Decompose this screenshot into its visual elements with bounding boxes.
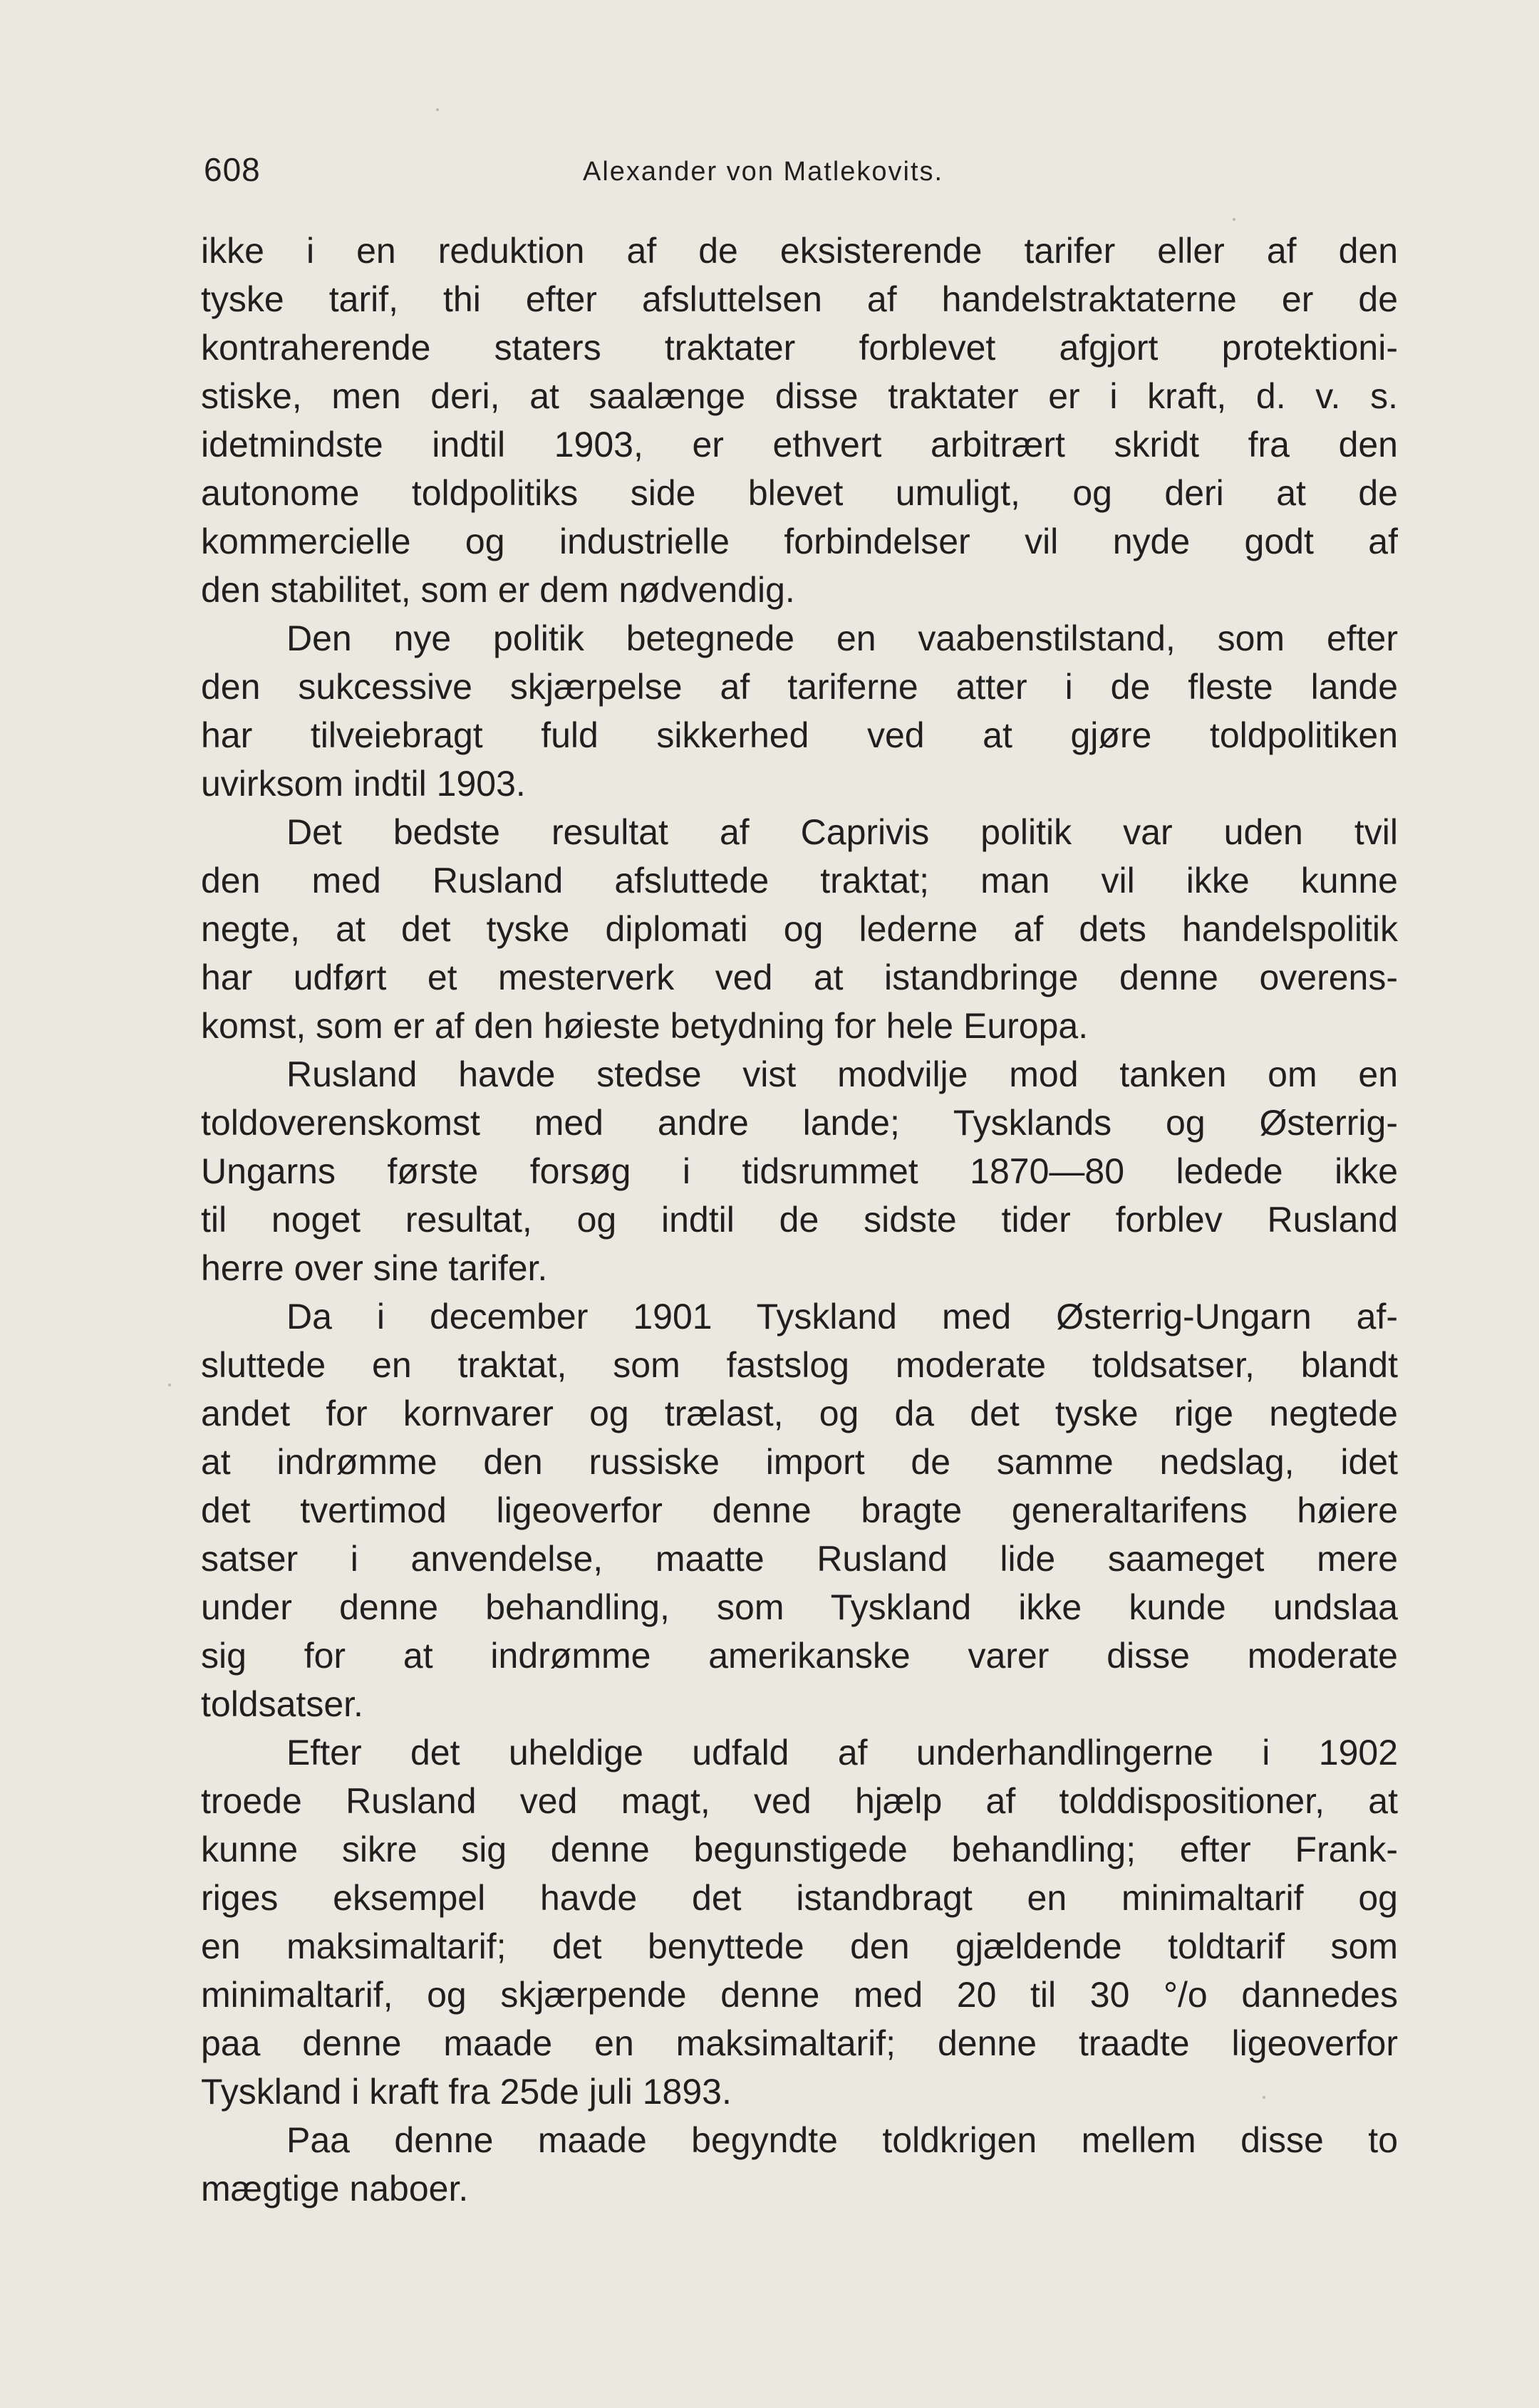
text-line: mægtige naboer. xyxy=(201,2169,469,2209)
text-line: sig for at indrømme amerikanske varer disse moderate xyxy=(201,1636,1398,1676)
text-line: troede Rusland ved magt, ved hjælp af tolddispositioner, at xyxy=(201,1781,1398,1821)
paper-speck xyxy=(1233,218,1235,221)
text-line: paa denne maade en maksimaltarif; denne traadte ligeoverfor xyxy=(201,2023,1398,2063)
text-line: uvirksom indtil 1903. xyxy=(201,764,526,804)
body-text xyxy=(201,227,1398,2213)
text-line: den sukcessive skjærpelse af tariferne atter i de fleste lande xyxy=(201,667,1398,707)
text-line: sluttede en traktat, som fastslog moderate toldsatser, blandt xyxy=(201,1345,1398,1385)
text-line: Den nye politik betegnede en vaabenstilstand, som efter xyxy=(286,618,1398,658)
text-line: toldoverenskomst med andre lande; Tysklands og Østerrig- xyxy=(201,1103,1398,1143)
paragraph xyxy=(201,227,1398,614)
text-line: en maksimaltarif; det benyttede den gjældende toldtarif som xyxy=(201,1926,1398,1966)
text-line: idetmindste indtil 1903, er ethvert arbitrært skridt fra den xyxy=(201,425,1398,465)
text-line: andet for kornvarer og trælast, og da det tyske rige negtede xyxy=(201,1394,1398,1433)
text-line: Da i december 1901 Tyskland med Østerrig-Ungarn af- xyxy=(286,1297,1398,1337)
text-line: herre over sine tarifer. xyxy=(201,1248,548,1288)
text-line: autonome toldpolitiks side blevet umuligt, og deri at de xyxy=(201,473,1398,513)
text-line: ikke i en reduktion af de eksisterende tarifer eller af den xyxy=(201,231,1398,271)
text-line: Ungarns første forsøg i tidsrummet 1870—80 ledede ikke xyxy=(201,1151,1398,1191)
text-line: kommercielle og industrielle forbindelser vil nyde godt af xyxy=(201,521,1398,561)
paragraph xyxy=(201,614,1398,808)
running-head: Alexander von Matlekovits. xyxy=(583,157,944,187)
text-line: det tvertimod ligeoverfor denne bragte generaltarifens høiere xyxy=(201,1490,1398,1530)
text-line: negte, at det tyske diplomati og lederne af dets handelspolitik xyxy=(201,909,1398,949)
paper-speck xyxy=(436,108,439,111)
text-line: Tyskland i kraft fra 25de juli 1893. xyxy=(201,2072,732,2112)
text-line: toldsatser. xyxy=(201,1684,363,1724)
text-line: har udført et mesterverk ved at istandbringe denne overens- xyxy=(201,958,1398,997)
text-line: Paa denne maade begyndte toldkrigen mellem disse to xyxy=(286,2120,1398,2160)
paragraph xyxy=(201,1292,1398,1728)
paragraph xyxy=(201,1050,1398,1292)
text-line: til noget resultat, og indtil de sidste tider forblev Rusland xyxy=(201,1200,1398,1240)
text-line: tyske tarif, thi efter afsluttelsen af handelstraktaterne er de xyxy=(201,279,1398,319)
text-line: under denne behandling, som Tyskland ikke kunde undslaa xyxy=(201,1587,1398,1627)
text-line: minimaltarif, og skjærpende denne med 20 til 30 °/o dannedes xyxy=(201,1975,1398,2015)
text-line: riges eksempel havde det istandbragt en minimaltarif og xyxy=(201,1878,1398,1918)
paragraph xyxy=(201,808,1398,1050)
paper-speck xyxy=(168,1384,171,1386)
text-line: Det bedste resultat af Caprivis politik var uden tvil xyxy=(286,812,1398,852)
text-line: stiske, men deri, at saalænge disse traktater er i kraft, d. v. s. xyxy=(201,376,1398,416)
paragraph xyxy=(201,1728,1398,2116)
text-line: Rusland havde stedse vist modvilje mod tanken om en xyxy=(286,1054,1398,1094)
text-line: Efter det uheldige udfald af underhandlingerne i 1902 xyxy=(286,1733,1398,1773)
text-line: kontraherende staters traktater forblevet afgjort protektioni- xyxy=(201,328,1398,368)
text-line: den med Rusland afsluttede traktat; man vil ikke kunne xyxy=(201,861,1398,901)
page-number: 608 xyxy=(204,151,261,188)
text-line: komst, som er af den høieste betydning for hele Europa. xyxy=(201,1006,1089,1046)
text-line: at indrømme den russiske import de samme nedslag, idet xyxy=(201,1442,1398,1482)
text-line: har tilveiebragt fuld sikkerhed ved at gjøre toldpolitiken xyxy=(201,715,1398,755)
paragraph xyxy=(201,2116,1398,2213)
text-line: kunne sikre sig denne begunstigede behandling; efter Frank- xyxy=(201,1830,1398,1869)
paper-speck xyxy=(1263,2096,1265,2099)
page-header xyxy=(204,148,1330,194)
text-line: den stabilitet, som er dem nødvendig. xyxy=(201,570,795,610)
text-line: satser i anvendelse, maatte Rusland lide saameget mere xyxy=(201,1539,1398,1579)
